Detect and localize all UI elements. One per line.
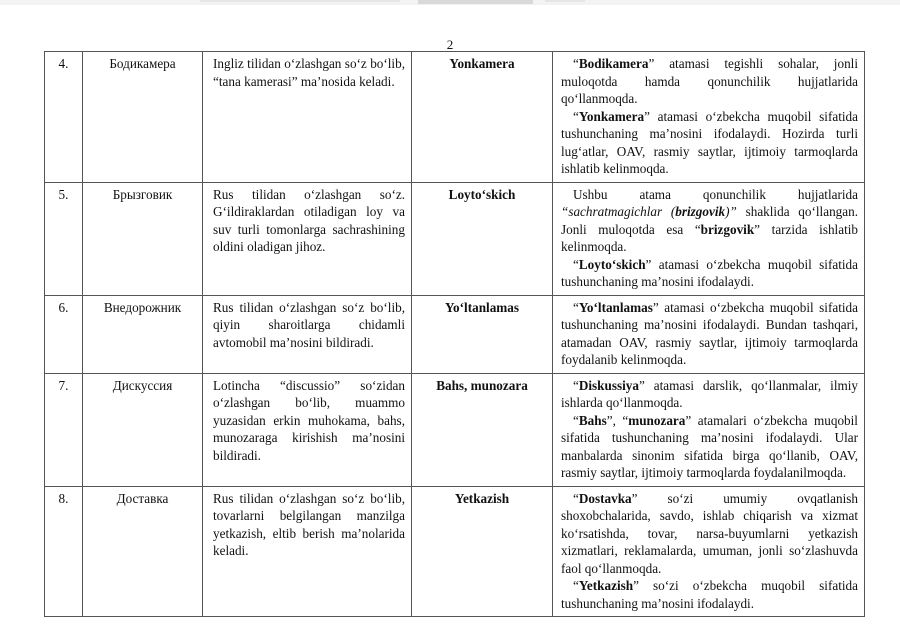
russian-term: Доставка bbox=[83, 486, 203, 617]
note-text: ” atamasi o‘zbekcha muqobil sifatida tushunchaning ma’nosini ifodalaydi. Bundan tashqari, atamadan OAV, rasmiy saytlar, ijtimoiy tarmoqlarda foydalanib kelinmoqda. bbox=[561, 299, 858, 367]
usage-paragraph bbox=[561, 186, 858, 256]
bold-term: Dostavka bbox=[578, 490, 632, 506]
note-text: ” atamasi o‘zbekcha muqobil sifatida tushunchaning ma’nosini ifodalaydi. bbox=[561, 256, 858, 289]
term-description: Lotincha “discussio” so‘zidan o‘zlashgan bo‘lib, muammo yuzasidan erkin muhokama, bahs, munozaraga kirishish ma’nosini bildiradi. bbox=[203, 373, 412, 486]
usage-paragraph bbox=[561, 299, 858, 369]
row-number: 7. bbox=[45, 373, 83, 486]
usage-paragraph bbox=[561, 377, 858, 412]
note-text: “ bbox=[573, 412, 579, 428]
term-description: Rus tilidan o‘zlashgan so‘z bo‘lib, qiyin sharoitlarga chidamli avtomobil ma’nosini bildiradi. bbox=[203, 295, 412, 373]
bold-term: Bodikamera bbox=[578, 56, 649, 71]
bold-term: Bahs bbox=[578, 412, 607, 428]
usage-notes bbox=[553, 52, 865, 183]
bold-term: Yo‘ltanlamas bbox=[578, 299, 653, 315]
term-description: Rus tilidan o‘zlashgan so‘z. G‘ildiraklardan otiladigan loy va suv turli tomonlarga sachrashining oldini oladigan jihoz. bbox=[203, 182, 412, 295]
page-number: 2 bbox=[446, 37, 454, 52]
bold-term: munozara bbox=[628, 412, 686, 428]
uzbek-equivalent: Yetkazish bbox=[412, 486, 553, 617]
usage-paragraph bbox=[561, 577, 858, 612]
row-number: 4. bbox=[45, 52, 83, 183]
row-number: 6. bbox=[45, 295, 83, 373]
row-number: 8. bbox=[45, 486, 83, 617]
note-text: “ bbox=[573, 578, 579, 593]
usage-paragraph bbox=[561, 412, 858, 482]
bold-term: Loyto‘skich bbox=[578, 256, 646, 272]
usage-notes bbox=[553, 373, 865, 486]
row-number: 5. bbox=[45, 182, 83, 295]
note-text: ”, “ bbox=[606, 412, 629, 428]
terms-table bbox=[44, 51, 865, 617]
note-text: “ bbox=[573, 490, 579, 506]
note-text: “sachratmagichlar ( bbox=[561, 204, 676, 219]
usage-paragraph bbox=[561, 55, 858, 108]
note-text: ” atamalari o‘zbekcha muqobil sifatida tushunchaning ma’nosini ifodalaydi. Ular manbalarda sinonim sifatida birga qo‘llanib, OAV, rasmiy saytlar, ijtimoiy tarmoqlarda foydalanilmoqda. bbox=[561, 412, 858, 480]
table-row bbox=[45, 52, 865, 183]
usage-notes bbox=[553, 182, 865, 295]
terms-table-body bbox=[45, 52, 865, 617]
note-text: ” so‘zi o‘zbekcha muqobil sifatida tushunchaning ma’nosini ifodalaydi. bbox=[561, 578, 858, 611]
toolbar-segment bbox=[418, 0, 533, 4]
uzbek-equivalent: Yo‘ltanlamas bbox=[412, 295, 553, 373]
note-text: ” atamasi darslik, qo‘llanmalar, ilmiy ishlarda qo‘llanmoqda. bbox=[561, 377, 858, 410]
table-row bbox=[45, 373, 865, 486]
toolbar-segment bbox=[200, 0, 400, 2]
note-text: “ bbox=[573, 299, 579, 315]
bold-term: brizgovik bbox=[675, 204, 726, 219]
usage-notes bbox=[553, 486, 865, 617]
note-text: “ bbox=[573, 108, 579, 124]
uzbek-equivalent: Loyto‘skich bbox=[412, 182, 553, 295]
note-text: Ushbu atama qonunchilik hujjatlarida bbox=[573, 186, 858, 202]
note-text: “ bbox=[573, 56, 579, 71]
bold-term: Yonkamera bbox=[578, 108, 645, 124]
term-description: Ingliz tilidan o‘zlashgan so‘z bo‘lib, “tana kamerasi” ma’nosida keladi. bbox=[203, 52, 412, 183]
russian-term: Внедорожник bbox=[83, 295, 203, 373]
note-text: “ bbox=[573, 256, 579, 272]
table-row bbox=[45, 486, 865, 617]
table-row bbox=[45, 295, 865, 373]
russian-term: Дискуссия bbox=[83, 373, 203, 486]
note-text: ” tarzida ishlatib kelinmoqda. bbox=[561, 221, 858, 254]
uzbek-equivalent: Bahs, munozara bbox=[412, 373, 553, 486]
usage-paragraph bbox=[561, 256, 858, 291]
note-text: shaklida qo‘llangan. Jonli muloqotda esa “ bbox=[561, 204, 858, 237]
table-row bbox=[45, 182, 865, 295]
viewer-top-bar bbox=[0, 0, 900, 5]
note-text: “ bbox=[573, 377, 579, 393]
note-text: ” atamasi tegishli sohalar, jonli muloqotda hamda qonunchilik hujjatlarida qo‘llanmoqda. bbox=[561, 56, 858, 106]
bold-term: brizgovik bbox=[700, 221, 755, 237]
note-text: )” bbox=[725, 204, 737, 219]
bold-term: Yetkazish bbox=[578, 578, 634, 593]
usage-paragraph bbox=[561, 490, 858, 578]
note-text: ” atamasi o‘zbekcha muqobil sifatida tushunchaning ma’nosini ifodalaydi. Hozirda turli lug‘atlar, OAV, rasmiy saytlar, ijtimoiy tarmoqlarda ishlatib kelinmoqda. bbox=[561, 108, 858, 176]
usage-notes bbox=[553, 295, 865, 373]
uzbek-equivalent: Yonkamera bbox=[412, 52, 553, 183]
note-text: ” so‘zi umumiy ovqatlanish shoxobchalarida, savdo, ishlab chiqarish va xizmat ko‘rsatishda, tovar, narsa-buyumlarni yetkazish xizmatlari, reklamalarda, umuman, jonli so‘zlashuvda faol qo‘llanmoqda. bbox=[561, 490, 858, 576]
toolbar-segment bbox=[545, 0, 585, 2]
russian-term: Бодикамера bbox=[83, 52, 203, 183]
term-description: Rus tilidan o‘zlashgan so‘z bo‘lib, tovarlarni belgilangan manzilga yetkazish, eltib berish ma’nolarida keladi. bbox=[203, 486, 412, 617]
usage-paragraph bbox=[561, 108, 858, 178]
russian-term: Брызговик bbox=[83, 182, 203, 295]
bold-term: Diskussiya bbox=[578, 377, 639, 393]
